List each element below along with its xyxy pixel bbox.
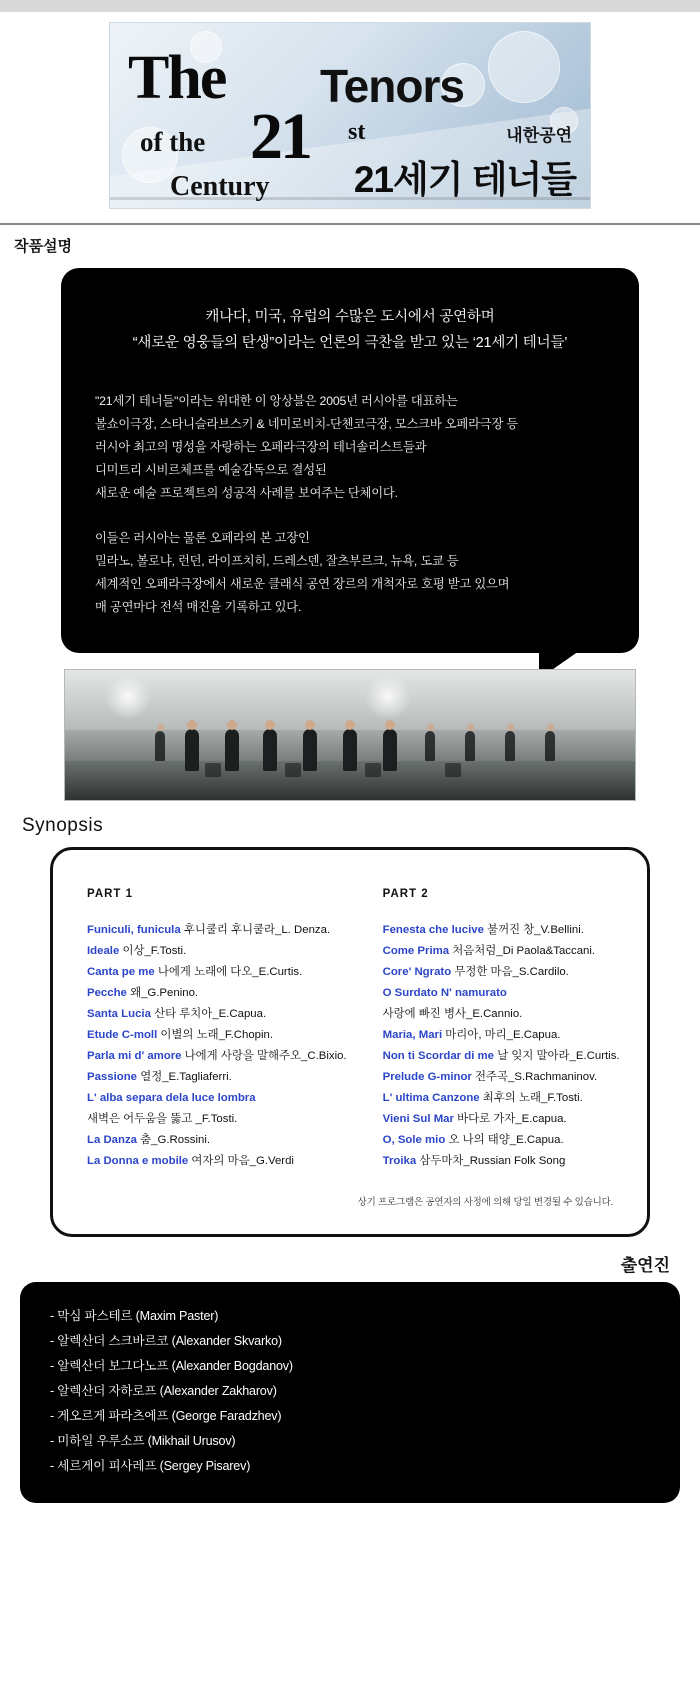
synopsis-item-detail: 후니쿨리 후니쿨라_L. Denza. (180, 924, 331, 936)
synopsis-item-title: L' alba separa dela luce lombra (87, 1092, 256, 1104)
synopsis-item (383, 1004, 620, 1025)
synopsis-item-title: Prelude G-minor (382, 1071, 472, 1083)
photo-figure (545, 731, 555, 761)
photo-figure (465, 731, 475, 761)
photo-figure (225, 729, 239, 771)
synopsis-item-title: Non ti Scordar di me (382, 1050, 495, 1062)
photo-figure (185, 729, 199, 771)
banner-word-tenors: Tenors (320, 60, 464, 112)
synopsis-item (383, 1067, 620, 1088)
synopsis-item-detail: 이별의 노래_F.Chopin. (157, 1029, 274, 1041)
photo-chair (365, 763, 381, 777)
synopsis-item-title: La Danza (87, 1134, 138, 1146)
synopsis-item-detail: 날 잊지 말아라_E.Curtis. (494, 1050, 620, 1062)
synopsis-item-title: Troika (382, 1155, 417, 1167)
desc-p1-l4: 디미트리 시비르체프를 예술감독으로 결성된 (95, 463, 327, 477)
synopsis-item-title: Santa Lucia (87, 1008, 151, 1020)
desc-p1-l1: "21세기 테너들"이라는 위대한 이 앙상블은 2005년 러시아를 대표하는 (95, 394, 458, 408)
photo-figure (263, 729, 277, 771)
synopsis-item (87, 941, 347, 962)
synopsis-item (383, 1088, 620, 1109)
synopsis-part2-column (383, 888, 620, 1172)
banner-korean-title: 21세기 테너들 (353, 159, 576, 200)
banner-word-of-the: of the (140, 127, 206, 157)
synopsis-item-title: Ideale (87, 945, 120, 957)
synopsis-item (87, 1109, 347, 1130)
description-paragraph-2 (95, 527, 605, 619)
desc-p1-l3: 러시아 최고의 명성을 자랑하는 오페라극장의 테너솔리스트들과 (95, 440, 427, 454)
synopsis-item (383, 1130, 620, 1151)
part1-title: PART 1 (87, 888, 134, 900)
synopsis-item-detail: 무정한 마음_S.Cardilo. (451, 966, 569, 978)
synopsis-item-detail: 오 나의 태양_E.Capua. (445, 1134, 564, 1146)
description-paragraph-1 (95, 390, 605, 505)
cast-member: - 막심 파스테르 (Maxim Paster) (50, 1309, 219, 1323)
synopsis-item (383, 941, 620, 962)
synopsis-heading: Synopsis (22, 815, 104, 836)
synopsis-item-detail: 왜_G.Penino. (126, 987, 199, 999)
photo-figure (155, 731, 165, 761)
synopsis-item (383, 1025, 620, 1046)
photo-figure (343, 729, 357, 771)
synopsis-item-detail: 처음처럼_Di Paola&Taccani. (449, 945, 596, 957)
desc-p2-l4: 매 공연마다 전석 매진을 기록하고 있다. (95, 600, 302, 614)
photo-figure (383, 729, 397, 771)
banner-word-st: st (348, 119, 366, 145)
banner-word-the: The (128, 44, 226, 112)
synopsis-item (383, 1151, 620, 1172)
synopsis-item (383, 920, 620, 941)
section-divider (0, 223, 700, 225)
synopsis-item (87, 1025, 347, 1046)
photo-stage-light (365, 674, 411, 720)
top-gray-band (0, 0, 700, 12)
synopsis-item-detail: 춤_G.Rossini. (137, 1134, 211, 1146)
synopsis-item-detail: 열정_E.Tagliaferri. (137, 1071, 232, 1083)
synopsis-item-title: L' ultima Canzone (382, 1092, 480, 1104)
desc-p2-l1: 이들은 러시아는 물론 오페라의 본 고장인 (95, 531, 310, 545)
cast-member: - 알렉산더 스크바르코 (Alexander Skvarko) (50, 1334, 282, 1348)
banner-visit-label: 내한공연 (506, 126, 572, 145)
synopsis-item-title: Pecche (87, 987, 127, 999)
photo-figure (425, 731, 435, 761)
cast-box (20, 1282, 680, 1503)
banner-word-century: Century (170, 171, 270, 202)
photo-figure (505, 731, 515, 761)
description-heading: 작품설명 (14, 238, 72, 255)
synopsis-part1-column (87, 888, 347, 1172)
synopsis-item (87, 1067, 347, 1088)
synopsis-item (383, 983, 620, 1004)
synopsis-item (87, 983, 347, 1004)
synopsis-item (87, 1046, 347, 1067)
performance-photo-container (0, 669, 700, 801)
part1-list (87, 920, 347, 1172)
photo-stage-light (105, 674, 151, 720)
photo-chair (445, 763, 461, 777)
synopsis-item-detail: 새벽은 어두움을 뚫고 _F.Tosti. (87, 1113, 238, 1125)
cast-heading: 출연진 (620, 1256, 670, 1275)
synopsis-box (50, 847, 650, 1237)
synopsis-item-title: Canta pe me (87, 966, 155, 978)
cast-member: - 알렉산더 보그다노프 (Alexander Bogdanov) (50, 1359, 293, 1373)
orchestra-photo (64, 669, 636, 801)
cast-member: - 세르게이 피사레프 (Sergey Pisarev) (50, 1459, 251, 1473)
synopsis-item-detail: 삼두마차_Russian Folk Song (416, 1155, 566, 1167)
desc-p1-l2: 볼쇼이극장, 스타니슬라브스키 & 네미로비치-단첸코극장, 모스크바 오페라극장 등 (95, 417, 519, 431)
synopsis-item (383, 962, 620, 983)
desc-p2-l2: 밀라노, 볼로냐, 런던, 라이프치히, 드레스덴, 잘츠부르크, 뉴욕, 도쿄 등 (95, 554, 459, 568)
synopsis-item-detail: 마리아, 마리_E.Capua. (442, 1029, 561, 1041)
synopsis-item-title: Come Prima (382, 945, 450, 957)
synopsis-item-detail: 여자의 마음_G.Verdi (188, 1155, 294, 1167)
synopsis-item-title: Parla mi d' amore (87, 1050, 182, 1062)
synopsis-item (87, 962, 347, 983)
synopsis-item (383, 1109, 620, 1130)
synopsis-item-detail: 최후의 노래_F.Tosti. (479, 1092, 583, 1104)
synopsis-item-title: O, Sole mio (382, 1134, 446, 1146)
cast-member: - 알렉산더 자하로프 (Alexander Zakharov) (50, 1384, 277, 1398)
desc-p1-l5: 새로운 예술 프로젝트의 성공적 사례를 보여주는 단체이다. (95, 486, 398, 500)
synopsis-item-title: La Donna e mobile (87, 1155, 189, 1167)
synopsis-item-title: Core' Ngrato (382, 966, 452, 978)
synopsis-item-detail: 사랑에 빠진 병사_E.Cannio. (382, 1008, 523, 1020)
photo-figure (303, 729, 317, 771)
synopsis-item-detail: 바다로 가자_E.capua. (453, 1113, 567, 1125)
photo-chair (205, 763, 221, 777)
banner-container (0, 12, 700, 209)
photo-chair (285, 763, 301, 777)
synopsis-item (87, 1004, 347, 1025)
synopsis-item-detail: 나에게 사랑을 말해주오_C.Bixio. (181, 1050, 347, 1062)
banner-word-21: 21 (250, 100, 310, 173)
synopsis-item-title: Etude C-moll (87, 1029, 158, 1041)
synopsis-item-detail: 불꺼진 창_V.Bellini. (483, 924, 584, 936)
synopsis-item-detail: 이상_F.Tosti. (119, 945, 187, 957)
part2-title: PART 2 (382, 888, 429, 900)
synopsis-item-detail: 나에게 노래에 다오_E.Curtis. (154, 966, 303, 978)
poster-banner (109, 22, 591, 209)
synopsis-item (87, 1130, 347, 1151)
synopsis-item-title: Funiculi, funicula (87, 924, 181, 936)
cast-list (50, 1304, 650, 1479)
synopsis-item (383, 1046, 620, 1067)
cast-member: - 게오르게 파라츠에프 (George Faradzhev) (50, 1409, 282, 1423)
description-box (61, 268, 639, 653)
synopsis-item-title: Vieni Sul Mar (382, 1113, 454, 1125)
synopsis-item-title: Passione (87, 1071, 138, 1083)
synopsis-item (87, 1088, 347, 1109)
part2-list (383, 920, 620, 1172)
synopsis-item-detail: 산타 루치아_E.Capua. (150, 1008, 267, 1020)
cast-member: - 미하일 우루소프 (Mikhail Urusov) (50, 1434, 236, 1448)
description-lead-line-2: “새로운 영웅들의 탄생”이라는 언론의 극찬을 받고 있는 ‘21세기 테너들’ (132, 335, 568, 351)
synopsis-item-detail: 전주곡_S.Rachmaninov. (471, 1071, 598, 1083)
synopsis-note: 상기 프로그램은 공연자의 사정에 의해 당일 변경될 수 있습니다. (357, 1197, 613, 1208)
synopsis-item-title: O Surdato N' namurato (382, 987, 507, 999)
synopsis-item (87, 920, 347, 941)
synopsis-item (87, 1151, 347, 1172)
synopsis-item-title: Maria, Mari (382, 1029, 443, 1041)
description-lead-line-1: 캐나다, 미국, 유럽의 수많은 도시에서 공연하며 (205, 309, 495, 325)
bottom-spacer (0, 1503, 700, 1533)
desc-p2-l3: 세계적인 오페라극장에서 새로운 클래식 공연 장르의 개척자로 호평 받고 있으며 (95, 577, 510, 591)
synopsis-item-title: Fenesta che lucive (382, 924, 484, 936)
